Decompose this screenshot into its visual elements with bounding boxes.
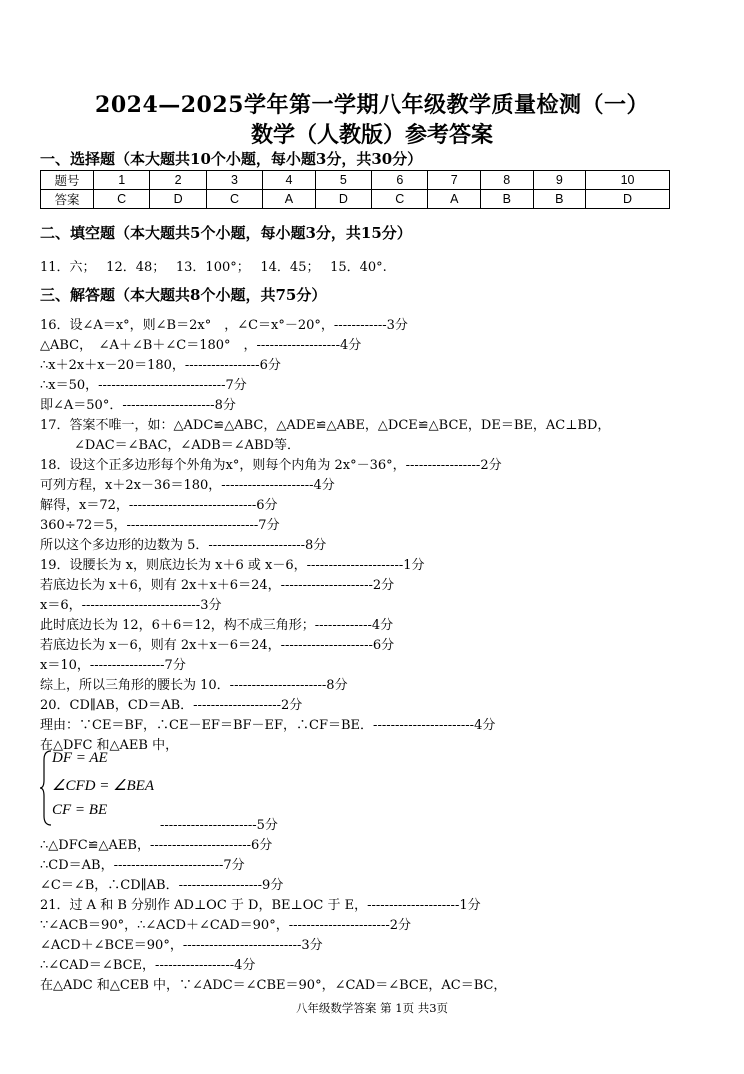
table-cell: 1 (94, 171, 150, 190)
solution-line: x＝10，-----------------7分 (40, 658, 186, 673)
solution-line: ∠DAC＝∠BAC，∠ADB＝∠ABD等． (74, 438, 300, 453)
solution-line: 此时底边长为 12，6＋6＝12，构不成三角形；-------------4分 (40, 618, 394, 633)
solution-line: 在△DFC 和△AEB 中， (40, 738, 179, 753)
choice-answer-table (40, 170, 670, 209)
table-row (41, 190, 670, 209)
solution-line: 20．CD∥AB，CD＝AB．--------------------2分 (40, 698, 303, 713)
equation-score: ----------------------5分 (160, 818, 278, 833)
solution-line: 16．设∠A＝x°，则∠B＝2x° ，∠C＝x°－20°，------------3分 (40, 318, 408, 333)
table-cell: C (94, 190, 150, 209)
table-cell: B (533, 190, 586, 209)
table-cell: 2 (150, 171, 206, 190)
table-header-cell: 题号 (41, 171, 94, 190)
table-cell: D (586, 190, 670, 209)
solution-line: ∴x＝50，-----------------------------7分 (40, 378, 247, 393)
solution-line: 19．设腰长为 x，则底边长为 x＋6 或 x－6，----------------------1分 (40, 558, 425, 573)
solution-line: ∵∠ACB＝90°，∴∠ACD＋∠CAD＝90°，-----------------------2分 (40, 918, 412, 933)
equation-line: ∠CFD = ∠BEA (52, 778, 155, 794)
solution-line: 即∠A＝50°．---------------------8分 (40, 398, 236, 413)
solution-line: 所以这个多边形的边数为 5．----------------------8分 (40, 538, 327, 553)
equation-line: CF = BE (52, 802, 108, 818)
solution-line: 360÷72＝5，------------------------------7分 (40, 518, 280, 533)
section-choice-heading: 一、选择题（本大题共10个小题，每小题3分，共30分） (40, 150, 423, 168)
table-cell: 4 (263, 171, 316, 190)
solution-line: 若底边长为 x－6，则有 2x＋x－6＝24，---------------------6分 (40, 638, 395, 653)
table-cell: 6 (372, 171, 428, 190)
page-title: 2024—2025学年第一学期八年级教学质量检测（一） (95, 92, 649, 118)
solution-line: ∴CD＝AB，-------------------------7分 (40, 858, 245, 873)
page-footer: 八年级数学答案 第 1页 共3页 (295, 1001, 449, 1015)
equation-line: DF = AE (52, 750, 108, 766)
solution-line: 可列方程，x＋2x－36＝180，---------------------4分 (40, 478, 335, 493)
solution-line: △ABC， ∠A＋∠B＋∠C＝180° ，-------------------4分 (40, 338, 362, 353)
solution-line: ∴∠CAD＝∠BCE，------------------4分 (40, 958, 256, 973)
solution-line: 在△ADC 和△CEB 中，∵∠ADC＝∠CBE＝90°，∠CAD＝∠BCE，AC＝BC， (40, 978, 507, 993)
solution-line: 综上，所以三角形的腰长为 10．----------------------8分 (40, 678, 348, 693)
solution-line: 17．答案不唯一，如：△ADC≌△ABC，△ADE≌△ABE，△DCE≌△BCE，DE＝BE，AC⊥BD， (40, 418, 611, 433)
fill-answers: 11．六； 12．48； 13．100°； 14．45； 15．40°. (40, 260, 387, 275)
table-row (41, 171, 670, 190)
solution-line: 18．设这个正多边形每个外角为x°，则每个内角为 2x°－36°，-----------------2分 (40, 458, 502, 473)
table-cell: A (428, 190, 481, 209)
table-cell: B (481, 190, 534, 209)
page-subtitle: 数学（人教版）参考答案 (250, 122, 493, 148)
equation-brace (40, 750, 52, 826)
table-cell: 8 (481, 171, 534, 190)
table-header-cell: 答案 (41, 190, 94, 209)
solution-line: 若底边长为 x＋6，则有 2x＋x＋6＝24，---------------------2分 (40, 578, 395, 593)
solution-line: ∠ACD＋∠BCE＝90°，---------------------------3分 (40, 938, 323, 953)
solution-line: ∴△DFC≌△AEB，-----------------------6分 (40, 838, 273, 853)
table-cell: A (263, 190, 316, 209)
section-solve-heading: 三、解答题（本大题共8个小题，共75分） (40, 286, 327, 304)
solution-line: ∠C＝∠B，∴CD∥AB．-------------------9分 (40, 878, 284, 893)
table-cell: 9 (533, 171, 586, 190)
solution-line: 理由：∵CE＝BF，∴CE－EF＝BF－EF，∴CF＝BE．-----------------------4分 (40, 718, 496, 733)
table-cell: 7 (428, 171, 481, 190)
solution-line: 21．过 A 和 B 分别作 AD⊥OC 于 D，BE⊥OC 于 E，---------------------1分 (40, 898, 481, 913)
solution-line: x＝6，---------------------------3分 (40, 598, 222, 613)
solution-line: ∴x＋2x＋x－20＝180，-----------------6分 (40, 358, 281, 373)
table-cell: 3 (206, 171, 262, 190)
table-cell: 5 (315, 171, 371, 190)
table-cell: C (206, 190, 262, 209)
table-cell: 10 (586, 171, 670, 190)
table-cell: C (372, 190, 428, 209)
section-fill-heading: 二、填空题（本大题共5个小题，每小题3分，共15分） (40, 224, 412, 242)
solution-line: 解得，x＝72，-----------------------------6分 (40, 498, 278, 513)
table-cell: D (150, 190, 206, 209)
table-cell: D (315, 190, 371, 209)
